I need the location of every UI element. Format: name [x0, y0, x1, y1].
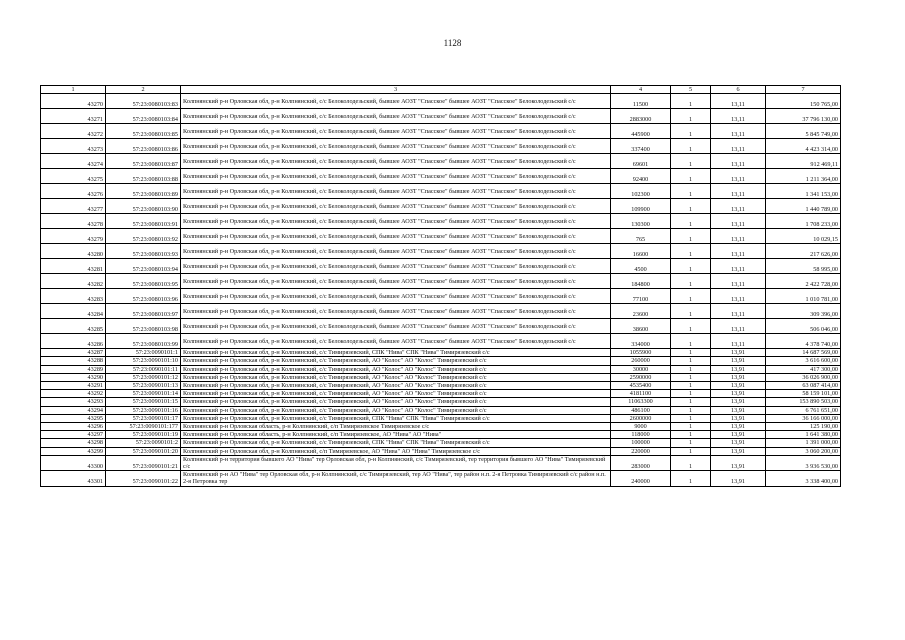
land-cadastre-table — [40, 85, 841, 487]
area-value: 102300 — [611, 184, 671, 199]
cadastral-number: 57:23:0080103:93 — [106, 244, 181, 259]
row-number: 43293 — [41, 398, 106, 406]
rate-value: 13,11 — [711, 94, 766, 109]
table-row — [41, 455, 841, 470]
cadastral-value: 3 338 400,00 — [766, 471, 841, 486]
row-number: 43299 — [41, 447, 106, 455]
table-row — [41, 154, 841, 169]
count-value: 1 — [671, 214, 711, 229]
area-value: 92400 — [611, 169, 671, 184]
rate-value: 13,11 — [711, 139, 766, 154]
row-number: 43290 — [41, 373, 106, 381]
count-value: 1 — [671, 431, 711, 439]
table-row — [41, 382, 841, 390]
table-row — [41, 334, 841, 349]
count-value: 1 — [671, 455, 711, 470]
location-description: Колпнянский р-н Орловская обл, р-н Колпнянский, с/с Белоколодезьский, бывшее АОЗТ "Спасское" бывшее АОЗТ "Спасское" Белоколодезьский с/с — [181, 334, 611, 349]
rate-value: 13,91 — [711, 382, 766, 390]
rate-value: 13,91 — [711, 406, 766, 414]
table-row — [41, 471, 841, 486]
count-value: 1 — [671, 390, 711, 398]
table-row — [41, 184, 841, 199]
location-description: Колпнянский р-н Орловская обл, р-н Колпнянский, с/с Тимирязевский, СПК "Нива" СПК "Нива" Тимирязевский с/с — [181, 349, 611, 357]
area-value: 69601 — [611, 154, 671, 169]
area-value: 130300 — [611, 214, 671, 229]
cadastral-number: 57:23:0080103:96 — [106, 289, 181, 304]
location-description: Колпнянский р-н Орловская обл, р-н Колпнянский, с/с Белоколодезьский, бывшее АОЗТ "Спасское" бывшее АОЗТ "Спасское" Белоколодезьский с/с — [181, 244, 611, 259]
cadastral-number: 57:23:0090101:21 — [106, 455, 181, 470]
header-col-6: 6 — [711, 86, 766, 94]
cadastral-value: 1 010 781,00 — [766, 289, 841, 304]
rate-value: 13,91 — [711, 390, 766, 398]
rate-value: 13,11 — [711, 124, 766, 139]
rate-value: 13,91 — [711, 447, 766, 455]
table-row — [41, 357, 841, 365]
rate-value: 13,11 — [711, 304, 766, 319]
cadastral-number: 57:23:0090101:11 — [106, 365, 181, 373]
location-description: Колпнянский р-н Орловская обл, р-н Колпнянский, с/с Белоколодезьский, бывшее АОЗТ "Спасское" бывшее АОЗТ "Спасское" Белоколодезьский с/с — [181, 229, 611, 244]
count-value: 1 — [671, 184, 711, 199]
row-number: 43301 — [41, 471, 106, 486]
cadastral-number: 57:23:0090101:13 — [106, 382, 181, 390]
cadastral-value: 153 890 503,00 — [766, 398, 841, 406]
cadastral-number: 57:23:0080103:88 — [106, 169, 181, 184]
area-value: 445900 — [611, 124, 671, 139]
cadastral-value: 1 641 380,00 — [766, 431, 841, 439]
table-row — [41, 199, 841, 214]
location-description: Колпнянский р-н Орловская обл, р-н Колпнянский, с/с Белоколодезьский, бывшее АОЗТ "Спасское" бывшее АОЗТ "Спасское" Белоколодезьский с/с — [181, 319, 611, 334]
table-row — [41, 124, 841, 139]
location-description: Колпнянский р-н Орловская обл, р-н Колпнянский, с/с Тимирязевский, АО "Колос" АО "Колос" Тимирязевский с/с — [181, 398, 611, 406]
location-description: Колпнянский р-н АО "Нива" тер Орловская обл, р-н Колпнянский, с/с Тимирязевский, тер АО "Нива", тер район н.п. 2-я Петровка Тимирязевский с/с район н.п. 2-я Петровка тер — [181, 471, 611, 486]
header-col-2: 2 — [106, 86, 181, 94]
row-number: 43274 — [41, 154, 106, 169]
row-number: 43297 — [41, 431, 106, 439]
area-value: 184800 — [611, 274, 671, 289]
row-number: 43286 — [41, 334, 106, 349]
row-number: 43296 — [41, 423, 106, 431]
header-col-7: 7 — [766, 86, 841, 94]
cadastral-value: 506 046,00 — [766, 319, 841, 334]
count-value: 1 — [671, 289, 711, 304]
cadastral-number: 57:23:0090101:16 — [106, 406, 181, 414]
count-value: 1 — [671, 471, 711, 486]
area-value: 23600 — [611, 304, 671, 319]
row-number: 43288 — [41, 357, 106, 365]
area-value: 486100 — [611, 406, 671, 414]
area-value: 4535400 — [611, 382, 671, 390]
count-value: 1 — [671, 274, 711, 289]
cadastral-value: 125 190,00 — [766, 423, 841, 431]
count-value: 1 — [671, 349, 711, 357]
count-value: 1 — [671, 365, 711, 373]
header-col-3: 3 — [181, 86, 611, 94]
count-value: 1 — [671, 357, 711, 365]
row-number: 43285 — [41, 319, 106, 334]
cadastral-value: 36 026 900,00 — [766, 373, 841, 381]
rate-value: 13,91 — [711, 365, 766, 373]
table-row — [41, 373, 841, 381]
table-row — [41, 423, 841, 431]
area-value: 337400 — [611, 139, 671, 154]
cadastral-value: 217 626,00 — [766, 244, 841, 259]
cadastral-number: 57:23:0080103:85 — [106, 124, 181, 139]
cadastral-value: 1 708 233,00 — [766, 214, 841, 229]
rate-value: 13,91 — [711, 423, 766, 431]
row-number: 43279 — [41, 229, 106, 244]
cadastral-value: 1 341 153,00 — [766, 184, 841, 199]
page-number: 1128 — [443, 38, 462, 48]
cadastral-number: 57:23:0080103:98 — [106, 319, 181, 334]
count-value: 1 — [671, 406, 711, 414]
area-value: 9000 — [611, 423, 671, 431]
area-value: 283000 — [611, 455, 671, 470]
area-value: 4181100 — [611, 390, 671, 398]
location-description: Колпнянский р-н Орловская обл, р-н Колпнянский, с/с Белоколодезьский, бывшее АОЗТ "Спасское" бывшее АОЗТ "Спасское" Белоколодезьский с/с — [181, 259, 611, 274]
table-row — [41, 259, 841, 274]
area-value: 1055900 — [611, 349, 671, 357]
area-value: 334000 — [611, 334, 671, 349]
area-value: 220000 — [611, 447, 671, 455]
cadastral-number: 57:23:0090101:10 — [106, 357, 181, 365]
cadastral-number: 57:23:0090101:22 — [106, 471, 181, 486]
location-description: Колпнянский р-н Орловская обл, р-н Колпнянский, с/с Белоколодезьский, бывшее АОЗТ "Спасское" бывшее АОЗТ "Спасское" Белоколодезьский с/с — [181, 94, 611, 109]
cadastral-number: 57:23:0080103:83 — [106, 94, 181, 109]
row-number: 43292 — [41, 390, 106, 398]
rate-value: 13,11 — [711, 199, 766, 214]
cadastral-number: 57:23:0080103:95 — [106, 274, 181, 289]
cadastral-number: 57:23:0090101:17 — [106, 414, 181, 422]
location-description: Колпнянский р-н Орловская область, р-н Колпнянский, с/п Тимирязевское, АО "Нива" АО "Нива" — [181, 431, 611, 439]
row-number: 43289 — [41, 365, 106, 373]
rate-value: 13,91 — [711, 471, 766, 486]
rate-value: 13,11 — [711, 259, 766, 274]
location-description: Колпнянский р-н Орловская обл, р-н Колпнянский, с/с Белоколодезьский, бывшее АОЗТ "Спасское" бывшее АОЗТ "Спасское" Белоколодезьский с/с — [181, 304, 611, 319]
row-number: 43283 — [41, 289, 106, 304]
header-col-1: 1 — [41, 86, 106, 94]
row-number: 43291 — [41, 382, 106, 390]
cadastral-value: 5 845 749,00 — [766, 124, 841, 139]
cadastral-number: 57:23:0080103:99 — [106, 334, 181, 349]
count-value: 1 — [671, 244, 711, 259]
area-value: 260000 — [611, 357, 671, 365]
location-description: Колпнянский р-н Орловская обл, р-н Колпнянский, с/с Тимирязевский, АО "Колос" АО "Колос" Тимирязевский с/с — [181, 365, 611, 373]
table-body — [41, 94, 841, 486]
location-description: Колпнянский р-н Орловская обл, р-н Колпнянский, с/с Тимирязевский, АО "Колос" АО "Колос" Тимирязевский с/с — [181, 406, 611, 414]
row-number: 43272 — [41, 124, 106, 139]
location-description: Колпнянский р-н Орловская обл, р-н Колпнянский, с/с Тимирязевский, СПК "Нива" СПК "Нива" Тимирязевский с/с — [181, 414, 611, 422]
rate-value: 13,91 — [711, 439, 766, 447]
area-value: 77100 — [611, 289, 671, 304]
rate-value: 13,11 — [711, 184, 766, 199]
row-number: 43282 — [41, 274, 106, 289]
row-number: 43278 — [41, 214, 106, 229]
count-value: 1 — [671, 154, 711, 169]
location-description: Колпнянский р-н Орловская обл, р-н Колпнянский, с/с Тимирязевский, АО "Колос" АО "Колос" Тимирязевский с/с — [181, 373, 611, 381]
cadastral-value: 3 060 200,00 — [766, 447, 841, 455]
cadastral-number: 57:23:0080103:94 — [106, 259, 181, 274]
cadastral-value: 3 936 530,00 — [766, 455, 841, 470]
rate-value: 13,11 — [711, 274, 766, 289]
location-description: Колпнянский р-н Орловская обл, р-н Колпнянский, с/с Тимирязевский, АО "Колос" АО "Колос" Тимирязевский с/с — [181, 357, 611, 365]
rate-value: 13,11 — [711, 154, 766, 169]
area-value: 100000 — [611, 439, 671, 447]
table-row — [41, 289, 841, 304]
area-value: 240000 — [611, 471, 671, 486]
row-number: 43277 — [41, 199, 106, 214]
area-value: 2883000 — [611, 109, 671, 124]
location-description: Колпнянский р-н Орловская обл, р-н Колпнянский, с/с Белоколодезьский, бывшее АОЗТ "Спасское" бывшее АОЗТ "Спасское" Белоколодезьский с/с — [181, 139, 611, 154]
cadastral-number: 57:23:0090101:2 — [106, 439, 181, 447]
area-value: 2600000 — [611, 414, 671, 422]
count-value: 1 — [671, 398, 711, 406]
table-row — [41, 398, 841, 406]
cadastral-value: 4 378 740,00 — [766, 334, 841, 349]
table-row — [41, 431, 841, 439]
table-row — [41, 406, 841, 414]
area-value: 30000 — [611, 365, 671, 373]
table-row — [41, 365, 841, 373]
area-value: 2590000 — [611, 373, 671, 381]
count-value: 1 — [671, 229, 711, 244]
location-description: Колпнянский р-н Орловская обл, р-н Колпнянский, с/с Белоколодезьский, бывшее АОЗТ "Спасское" бывшее АОЗТ "Спасское" Белоколодезьский с/с — [181, 154, 611, 169]
header-col-5: 5 — [671, 86, 711, 94]
rate-value: 13,11 — [711, 214, 766, 229]
table-row — [41, 414, 841, 422]
rate-value: 13,91 — [711, 349, 766, 357]
rate-value: 13,11 — [711, 289, 766, 304]
area-value: 11063300 — [611, 398, 671, 406]
count-value: 1 — [671, 169, 711, 184]
location-description: Колпнянский р-н Орловская обл, р-н Колпнянский, с/с Белоколодезьский, бывшее АОЗТ "Спасское" бывшее АОЗТ "Спасское" Белоколодезьский с/с — [181, 184, 611, 199]
location-description: Колпнянский р-н Орловская обл, р-н Колпнянский, с/п Тимирязевское, АО "Нива" АО "Нива" Тимирязевское с/с — [181, 447, 611, 455]
rate-value: 13,11 — [711, 244, 766, 259]
table-row — [41, 319, 841, 334]
cadastral-number: 57:23:0080103:84 — [106, 109, 181, 124]
row-number: 43295 — [41, 414, 106, 422]
rate-value: 13,91 — [711, 414, 766, 422]
area-value: 4500 — [611, 259, 671, 274]
table-row — [41, 349, 841, 357]
location-description: Колпнянский р-н Орловская обл, р-н Колпнянский, с/с Белоколодезьский, бывшее АОЗТ "Спасское" бывшее АОЗТ "Спасское" Белоколодезьский с/с — [181, 124, 611, 139]
rate-value: 13,91 — [711, 431, 766, 439]
rate-value: 13,11 — [711, 169, 766, 184]
count-value: 1 — [671, 304, 711, 319]
cadastral-number: 57:23:0090101:12 — [106, 373, 181, 381]
cadastral-value: 2 422 728,00 — [766, 274, 841, 289]
table-row — [41, 109, 841, 124]
cadastral-value: 1 440 789,00 — [766, 199, 841, 214]
cadastral-number: 57:23:0090101:19 — [106, 431, 181, 439]
count-value: 1 — [671, 124, 711, 139]
count-value: 1 — [671, 382, 711, 390]
cadastral-number: 57:23:0090101:14 — [106, 390, 181, 398]
cadastral-value: 1 211 364,00 — [766, 169, 841, 184]
rate-value: 13,11 — [711, 319, 766, 334]
cadastral-number: 57:23:0080103:97 — [106, 304, 181, 319]
count-value: 1 — [671, 94, 711, 109]
header-row — [41, 86, 841, 94]
rate-value: 13,11 — [711, 334, 766, 349]
count-value: 1 — [671, 423, 711, 431]
row-number: 43287 — [41, 349, 106, 357]
location-description: Колпнянский р-н Орловская область, р-н Колпнянский, с/п Тимирязевское Тимирязевское с/с — [181, 423, 611, 431]
area-value: 118000 — [611, 431, 671, 439]
location-description: Колпнянский р-н Орловская обл, р-н Колпнянский, с/с Белоколодезьский, бывшее АОЗТ "Спасское" бывшее АОЗТ "Спасское" Белоколодезьский с/с — [181, 199, 611, 214]
table-row — [41, 139, 841, 154]
cadastral-number: 57:23:0080103:86 — [106, 139, 181, 154]
row-number: 43271 — [41, 109, 106, 124]
cadastral-value: 58 995,00 — [766, 259, 841, 274]
location-description: Колпнянский р-н Орловская обл, р-н Колпнянский, с/с Тимирязевский, АО "Колос" АО "Колос" Тимирязевский с/с — [181, 382, 611, 390]
row-number: 43284 — [41, 304, 106, 319]
location-description: Колпнянский р-н Орловская обл, р-н Колпнянский, с/с Тимирязевский, СПК "Нива" СПК "Нива" Тимирязевский с/с — [181, 439, 611, 447]
location-description: Колпнянский р-н Орловская обл, р-н Колпнянский, с/с Белоколодезьский, бывшее АОЗТ "Спасское" бывшее АОЗТ "Спасское" Белоколодезьский с/с — [181, 214, 611, 229]
count-value: 1 — [671, 199, 711, 214]
count-value: 1 — [671, 334, 711, 349]
rate-value: 13,91 — [711, 357, 766, 365]
location-description: Колпнянский р-н Орловская обл, р-н Колпнянский, с/с Белоколодезьский, бывшее АОЗТ "Спасское" бывшее АОЗТ "Спасское" Белоколодезьский с/с — [181, 289, 611, 304]
row-number: 43300 — [41, 455, 106, 470]
row-number: 43270 — [41, 94, 106, 109]
row-number: 43294 — [41, 406, 106, 414]
cadastral-value: 150 765,00 — [766, 94, 841, 109]
row-number: 43275 — [41, 169, 106, 184]
table-row — [41, 439, 841, 447]
count-value: 1 — [671, 109, 711, 124]
cadastral-number: 57:23:0080103:91 — [106, 214, 181, 229]
location-description: Колпнянский р-н Орловская обл, р-н Колпнянский, с/с Белоколодезьский, бывшее АОЗТ "Спасское" бывшее АОЗТ "Спасское" Белоколодезьский с/с — [181, 109, 611, 124]
table-row — [41, 447, 841, 455]
count-value: 1 — [671, 414, 711, 422]
table-row — [41, 390, 841, 398]
header-col-4: 4 — [611, 86, 671, 94]
table-row — [41, 214, 841, 229]
count-value: 1 — [671, 139, 711, 154]
count-value: 1 — [671, 259, 711, 274]
cadastral-number: 57:23:0080103:87 — [106, 154, 181, 169]
area-value: 109900 — [611, 199, 671, 214]
cadastral-value: 63 087 414,00 — [766, 382, 841, 390]
table-row — [41, 229, 841, 244]
row-number: 43281 — [41, 259, 106, 274]
cadastral-value: 14 687 569,00 — [766, 349, 841, 357]
count-value: 1 — [671, 373, 711, 381]
table-row — [41, 244, 841, 259]
cadastral-value: 3 616 600,00 — [766, 357, 841, 365]
location-description: Колпнянский р-н территория бывшего АО "Нива" тер Орловская обл, р-н Колпнянский, с/с Тимирязевский, тер территория бывшего АО "Нива" Тимирязевский с/с — [181, 455, 611, 470]
cadastral-number: 57:23:0080103:92 — [106, 229, 181, 244]
area-value: 765 — [611, 229, 671, 244]
count-value: 1 — [671, 319, 711, 334]
cadastral-number: 57:23:0090101:177 — [106, 423, 181, 431]
area-value: 16600 — [611, 244, 671, 259]
location-description: Колпнянский р-н Орловская обл, р-н Колпнянский, с/с Тимирязевский, АО "Колос" АО "Колос" Тимирязевский с/с — [181, 390, 611, 398]
rate-value: 13,11 — [711, 229, 766, 244]
cadastral-number: 57:23:0080103:89 — [106, 184, 181, 199]
cadastral-value: 6 761 651,00 — [766, 406, 841, 414]
cadastral-value: 36 166 000,00 — [766, 414, 841, 422]
cadastral-value: 417 300,00 — [766, 365, 841, 373]
cadastral-number: 57:23:0090101:20 — [106, 447, 181, 455]
location-description: Колпнянский р-н Орловская обл, р-н Колпнянский, с/с Белоколодезьский, бывшее АОЗТ "Спасское" бывшее АОЗТ "Спасское" Белоколодезьский с/с — [181, 169, 611, 184]
rate-value: 13,91 — [711, 373, 766, 381]
cadastral-value: 4 423 314,00 — [766, 139, 841, 154]
cadastral-value: 912 469,11 — [766, 154, 841, 169]
cadastral-value: 10 029,15 — [766, 229, 841, 244]
table-row — [41, 169, 841, 184]
row-number: 43280 — [41, 244, 106, 259]
cadastral-value: 1 391 000,00 — [766, 439, 841, 447]
rate-value: 13,91 — [711, 455, 766, 470]
table-row — [41, 274, 841, 289]
cadastral-number: 57:23:0090101:15 — [106, 398, 181, 406]
rate-value: 13,91 — [711, 398, 766, 406]
area-value: 11500 — [611, 94, 671, 109]
location-description: Колпнянский р-н Орловская обл, р-н Колпнянский, с/с Белоколодезьский, бывшее АОЗТ "Спасское" бывшее АОЗТ "Спасское" Белоколодезьский с/с — [181, 274, 611, 289]
area-value: 38600 — [611, 319, 671, 334]
cadastral-value: 58 159 101,00 — [766, 390, 841, 398]
row-number: 43298 — [41, 439, 106, 447]
table-row — [41, 94, 841, 109]
row-number: 43276 — [41, 184, 106, 199]
table-row — [41, 304, 841, 319]
cadastral-value: 309 396,00 — [766, 304, 841, 319]
cadastral-value: 37 796 130,00 — [766, 109, 841, 124]
count-value: 1 — [671, 439, 711, 447]
cadastral-number: 57:23:0090101:1 — [106, 349, 181, 357]
row-number: 43273 — [41, 139, 106, 154]
cadastral-number: 57:23:0080103:90 — [106, 199, 181, 214]
rate-value: 13,11 — [711, 109, 766, 124]
count-value: 1 — [671, 447, 711, 455]
